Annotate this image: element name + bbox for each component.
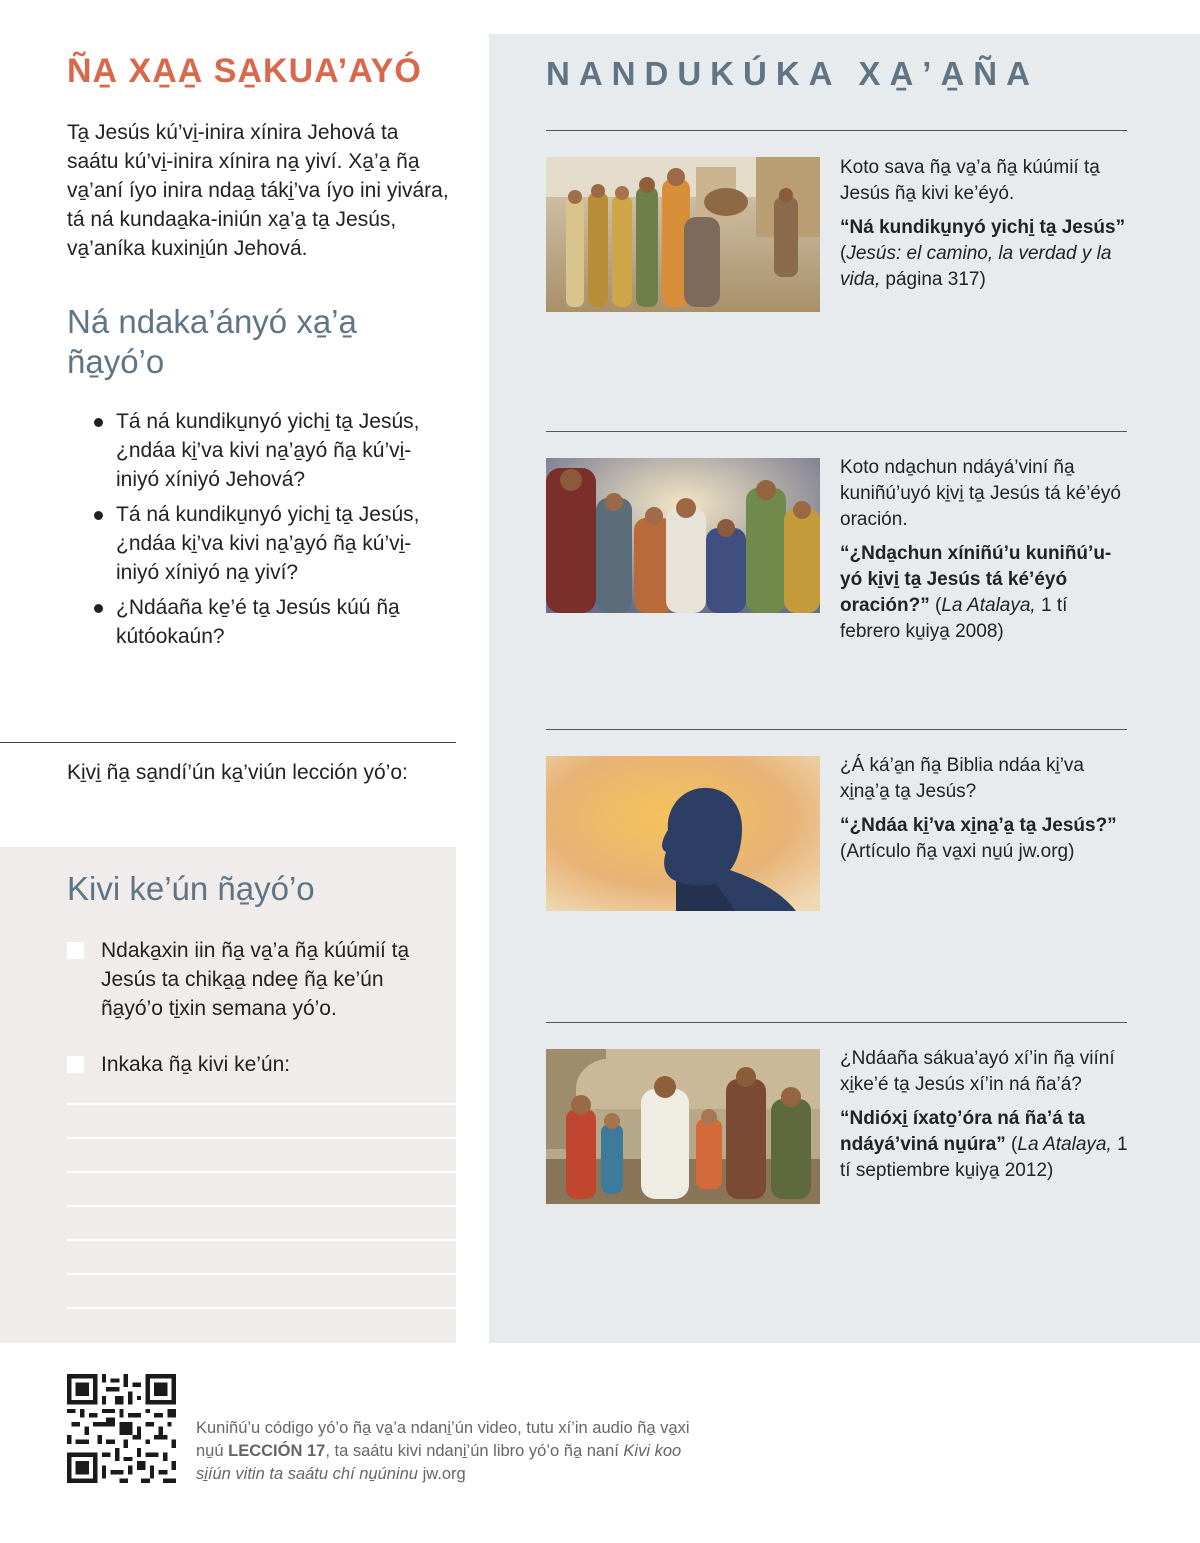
jesus-praying-image[interactable]	[546, 458, 820, 613]
footer-website: jw.org	[417, 1465, 466, 1483]
divider	[546, 130, 1127, 131]
resource-source: Jesús: el camino, la verdad y la vida,	[840, 243, 1112, 290]
write-in-line[interactable]	[67, 1205, 456, 1207]
resource-text	[840, 1046, 1130, 1184]
resource-link-title[interactable]: “Ná kundiku̱nyó yichi̱ ta̱ Jesús”	[840, 217, 1126, 238]
write-in-line[interactable]	[67, 1239, 456, 1241]
resource-ref-detail: 1 tí septiembre ku̱iya̱ 2012)	[840, 1134, 1128, 1181]
goal-item-other	[67, 1050, 427, 1079]
resource-source: La Atalaya,	[941, 595, 1036, 616]
write-in-line[interactable]	[67, 1103, 456, 1105]
resource-question: ¿Ndáaña sákua’ayó xí’in ña̱ viíní xi̱ke’é ta̱ Jesús xí’in ná ña’á?	[840, 1048, 1115, 1095]
resource-question: ¿Á ká’a̱n ña̱ Biblia ndáa ki̱’va xi̱na̱’a̱ ta̱ Jesús?	[840, 755, 1084, 802]
review-title: Ná ndaka’ányó xa̱’a̱ ña̱yó’o	[67, 303, 357, 380]
divider	[546, 1022, 1127, 1023]
qr-code-icon[interactable]	[67, 1374, 176, 1483]
review-item	[67, 593, 452, 651]
goal-panel	[0, 847, 456, 1343]
goal-item-text: Inkaka ña̱ kivi ke’ún:	[101, 1053, 291, 1076]
resource-text	[840, 155, 1130, 293]
summary-title: ÑA̱ XA̱A̱ SA̱KUA’AYÓ	[67, 52, 422, 90]
review-item-text: ¿Ndáaña ke̱’é ta̱ Jesús kúú ña̱ kútóokaún?	[116, 596, 400, 648]
goal-title: Kivi ke’ún ña̱yó’o	[67, 870, 315, 907]
resource-ref-detail: página 317)	[880, 269, 986, 290]
resource-ref-detail: (Artículo ña̱ va̱xi nu̱ú jw.org)	[840, 841, 1075, 862]
footer-book-title: Kivi koo si̱íún vitin ta saátu chí nu̱úninu	[196, 1442, 682, 1483]
resource-ref-detail: 1 tí febrero ku̱iya̱ 2008)	[840, 595, 1068, 642]
jesus-with-disciples-image[interactable]	[546, 157, 820, 312]
bullet-icon	[94, 418, 103, 427]
review-item-text: Tá ná kundiku̱nyó yichi̱ ta̱ Jesús, ¿ndáa ki̱’va kivi na̱’a̱yó ña̱ kú’vi̱-iniyó xíniyó na̱ yiví?	[116, 503, 420, 584]
review-item	[67, 407, 452, 494]
footer-lesson: LECCIÓN 17	[228, 1442, 326, 1460]
goal-checkbox[interactable]	[67, 942, 84, 959]
bullet-icon	[94, 511, 103, 520]
resource-link-title[interactable]: “¿Nda̱chun xíniñú’u kuniñú’u-yó ki̱vi̱ ta̱ Jesús tá ké’éyó oración?”	[840, 543, 1112, 616]
resource-text	[840, 753, 1130, 865]
summary-text: Ta̱ Jesús kú’vi̱-inira xínira Jehová ta saátu kú’vi̱-inira xínira na̱ yiví. Xa̱’a̱ ña̱ va̱’aní íyo inira ndaa̱ táki̱’va íyo ini yivára, tá ná kundaa̱ka-iniún xa̱’a̱ ta̱ Jesús, va̱’aníka kuxini̱ún Jehová.	[67, 121, 449, 260]
jesus-silhouette-image[interactable]	[546, 756, 820, 911]
bullet-icon	[94, 604, 103, 613]
goal-item-text: Ndaka̱xin iin ña̱ va̱’a ña̱ kúúmií ta̱ Jesús ta chika̱a̱ ndee̱ ña̱ ke’ún ña̱yó’o ti̱xin semana yó’o.	[101, 939, 410, 1020]
footer-text-part: , ta saátu kivi ndani̱’ún libro yó’o ña̱ naní	[325, 1442, 624, 1460]
write-in-line[interactable]	[67, 1273, 456, 1275]
divider	[546, 729, 1127, 730]
goal-item-choose-quality	[67, 936, 427, 1023]
dig-deeper-title: NANDUKÚKA XA̱’A̱ÑA	[546, 55, 1039, 92]
jesus-with-children-image[interactable]	[546, 1049, 820, 1204]
write-in-line[interactable]	[67, 1137, 456, 1139]
resource-link-title[interactable]: “Ndióxi̱ íxato̱’óra ná ña’á ta ndáyá’viná nu̱úra”	[840, 1108, 1085, 1155]
review-item-text: Tá ná kundiku̱nyó yichi̱ ta̱ Jesús, ¿ndáa ki̱’va kivi na̱’a̱yó ña̱ kú’vi̱-iniyó xíniyó Jehová?	[116, 410, 420, 491]
footer-text-part: Kuniñú’u código yó’o ña̱ va̱’a ndani̱’ún video, tutu xí’in audio ña̱ va̱xi nu̱ú	[196, 1419, 690, 1460]
resource-ref-paren: (	[840, 243, 847, 264]
resource-text	[840, 455, 1130, 645]
truth-label: Ki̱vi̱ ña̱ sa̱ndí’ún ka̱’viún lección yó’o:	[67, 761, 408, 784]
write-in-line[interactable]	[67, 1171, 456, 1173]
goal-checkbox[interactable]	[67, 1056, 84, 1073]
resource-question: Koto sava ña̱ va̱’a ña̱ kúúmií ta̱ Jesús ña̱ kivi ke’éyó.	[840, 157, 1100, 204]
footer-text	[196, 1417, 716, 1486]
resource-question: Koto nda̱chun ndáyá’viní ña̱ kuniñú’uyó ki̱vi̱ ta̱ Jesús tá ké’éyó oración.	[840, 457, 1121, 530]
review-item	[67, 500, 452, 587]
resource-link-title[interactable]: “¿Ndáa ki̱’va xi̱na̱’a̱ ta̱ Jesús?”	[840, 815, 1117, 836]
divider	[0, 742, 456, 743]
resource-source: La Atalaya,	[1017, 1134, 1112, 1155]
write-in-line[interactable]	[67, 1307, 456, 1309]
divider	[546, 431, 1127, 432]
review-list	[67, 407, 452, 657]
resource-ref-paren: (	[929, 595, 942, 616]
resource-ref-paren: (	[1005, 1134, 1018, 1155]
